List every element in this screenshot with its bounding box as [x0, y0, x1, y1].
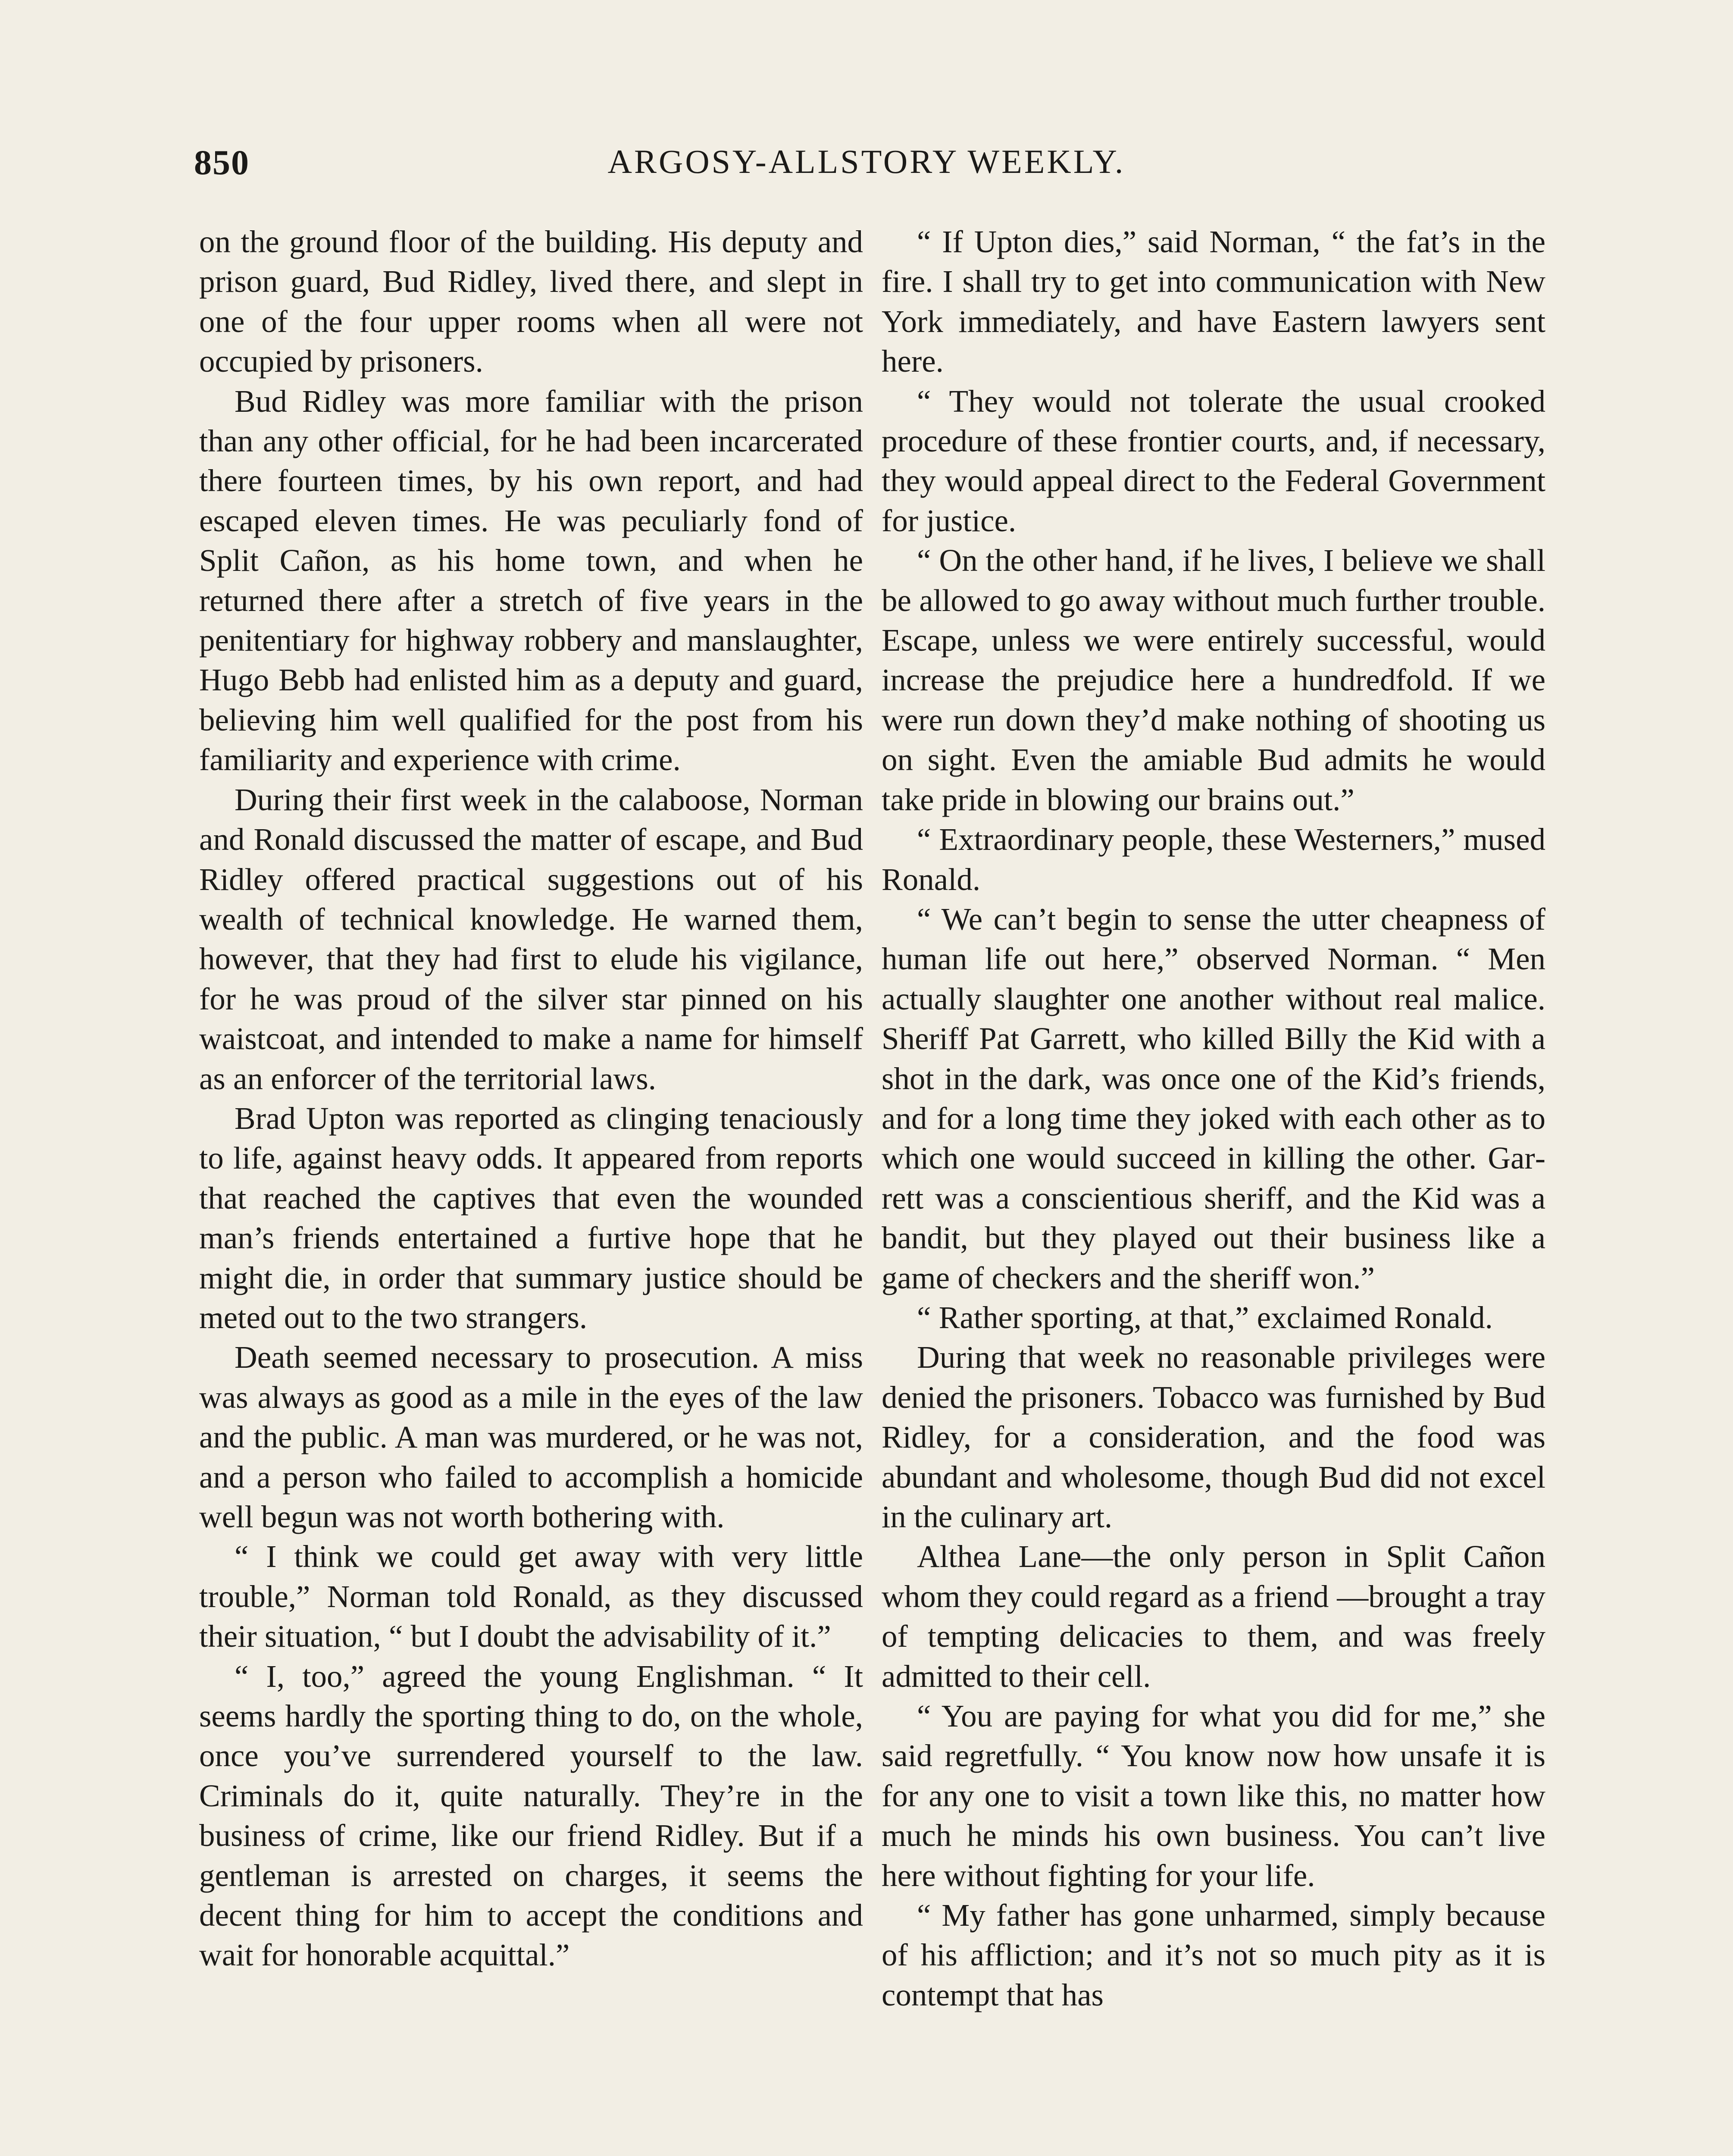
left-column	[199, 222, 863, 1975]
paragraph: “ They would not tolerate the usual crooked procedure of these frontier courts, and, if necessary, they would appeal direct to the Federal Government for justice.	[882, 383, 1545, 538]
page-number: 850	[194, 143, 250, 182]
paragraph: “ I think we could get away with very little trouble,” Norman told Ronald, as they discussed their situation, “ but I doubt the advisability of it.”	[199, 1539, 863, 1654]
paragraph: Bud Ridley was more familiar with the prison than any other official, for he had been incarcerated there fourteen times, by his own report, and had escaped eleven times. He was peculiarly fond of Split Cañon, as his home town, and when he returned there after a stretch of five years in the penitentiary for highway robbery and manslaughter, Hugo Bebb had enlisted him as a deputy and guard, believing him well qualified for the post from his familiarity and experience with crime.	[199, 383, 863, 777]
paragraph: “ Rather sporting, at that,” exclaimed Ronald.	[917, 1300, 1493, 1335]
running-head: ARGOSY-ALLSTORY WEEKLY.	[607, 143, 1126, 180]
paragraph: Death seemed necessary to prosecution. A miss was always as good as a mile in the eyes of the law and the public. A man was murdered, or he was not, and a person who failed to accomplish a homicide well begun was not worth bothering with.	[199, 1340, 863, 1534]
paragraph: on the ground floor of the building. His deputy and prison guard, Bud Ridley, lived there, and slept in one of the four upper rooms when all were not occupied by prisoners.	[199, 224, 863, 379]
paragraph: “ You are paying for what you did for me,” she said regretfully. “ You know now how unsafe it is for any one to visit a town like this, no matter how much he minds his own business. You can’t live here without fighting for your life.	[882, 1698, 1545, 1893]
paragraph: Brad Upton was reported as clinging tenaciously to life, against heavy odds. It appeared from reports that reached the captives that even the wounded man’s friends entertained a furtive hope that he might die, in order that summary justice should be meted out to the two strangers.	[199, 1100, 863, 1335]
paragraph: Althea Lane—the only person in Split Cañon whom they could regard as a friend —brought a tray of tempting delicacies to them, and was freely admitted to their cell.	[882, 1539, 1545, 1694]
paragraph: “ If Upton dies,” said Norman, “ the fat’s in the fire. I shall try to get into communication with New York immediately, and have Eastern lawyers sent here.	[882, 224, 1545, 379]
paragraph: “ On the other hand, if he lives, I believe we shall be allowed to go away without much further trouble. Escape, unless we were entirely successful, would increase the prejudice here a hundredfold. If we were run down they’d make nothing of shooting us on sight. Even the amiable Bud admits he would take pride in blowing our brains out.”	[882, 543, 1545, 817]
paragraph: During their first week in the calaboose, Norman and Ronald discussed the matter of escape, and Bud Ridley offered practical suggestions out of his wealth of technical knowledge. He warned them, however, that they had first to elude his vigilance, for he was proud of the silver star pinned on his waistcoat, and intended to make a name for himself as an enforcer of the territorial laws.	[199, 782, 863, 1096]
page-header	[194, 142, 1539, 194]
paragraph: “ My father has gone unharmed, simply because of his affliction; and it’s not so much pity as it is contempt that has	[882, 1898, 1545, 2012]
paragraph: “ Extraordinary people, these Westerners,” mused Ronald.	[882, 822, 1545, 897]
paragraph: “ We can’t begin to sense the utter cheapness of human life out here,” observed Norman. “ Men actually slaughter one another without real malice. Sheriff Pat Garrett, who killed Billy the Kid with a shot in the dark, was once one of the Kid’s friends, and for a long time they joked with each other as to which one would succeed in killing the other. Garrett was a conscientious sheriff, and the Kid was a bandit, but they played out their business like a game of checkers and the sheriff won.”	[882, 901, 1545, 1295]
paragraph: During that week no reasonable privileges were denied the prisoners. Tobacco was furnished by Bud Ridley, for a consideration, and the food was abundant and wholesome, though Bud did not excel in the culinary art.	[882, 1340, 1545, 1534]
right-column	[882, 222, 1545, 2015]
paragraph: “ I, too,” agreed the young Englishman. “ It seems hardly the sporting thing to do, on the whole, once you’ve surrendered yourself to the law. Criminals do it, quite naturally. They’re in the business of crime, like our friend Ridley. But if a gentleman is arrested on charges, it seems the decent thing for him to accept the conditions and wait for honorable acquittal.”	[199, 1658, 863, 1973]
